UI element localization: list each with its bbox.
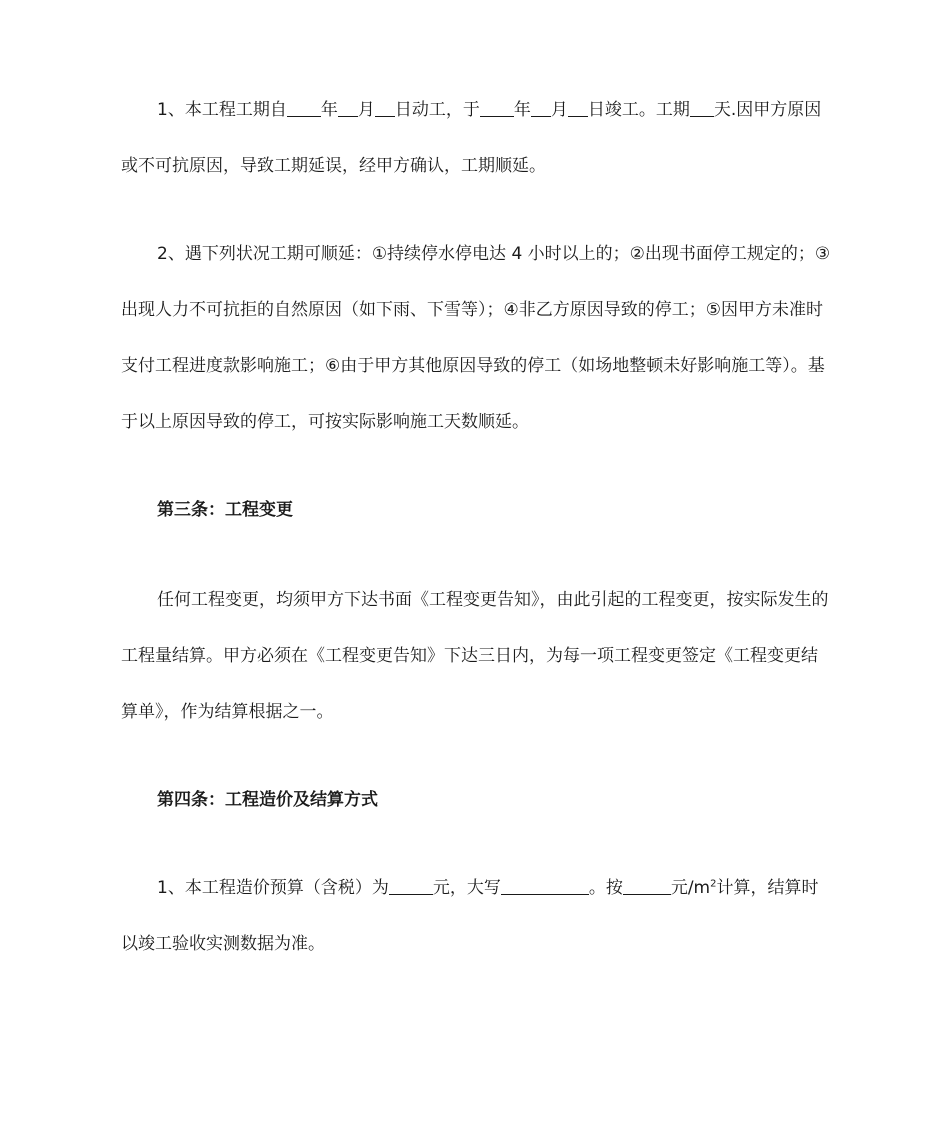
- unit-month: 月: [357, 100, 375, 120]
- article-3-heading: 第三条：工程变更: [157, 500, 293, 520]
- price-item-1-prefix: 1、本工程造价预算（含税）为: [157, 878, 389, 898]
- yuan-comma: 元，大写: [432, 878, 501, 898]
- article-3-body: 任何工程变更，均须甲方下达书面《工程变更告知》，由此引起的工程变更，按实际发生的工程量结算。甲方必须在《工程变更告知》下达三日内，为每一项工程变更签定《工程变更结算单》，作为结算根据之一。: [121, 590, 829, 722]
- price-item-1: [121, 860, 831, 972]
- start-month-blank[interactable]: [338, 99, 358, 117]
- duration-days-blank[interactable]: [690, 99, 714, 117]
- start-day-blank[interactable]: [375, 99, 395, 117]
- unit-superscript: 2: [710, 878, 717, 890]
- period-an: 。按: [588, 878, 623, 898]
- start-year-blank[interactable]: [287, 99, 321, 117]
- days-suffix: 天.因甲方原因或不可抗原因，导致工期延误，经甲方确认，工期顺延。: [121, 100, 822, 176]
- unit-rate-blank[interactable]: [623, 877, 671, 895]
- budget-amount-blank[interactable]: [389, 877, 433, 895]
- unit-month: 月: [550, 100, 568, 120]
- amount-in-words-blank[interactable]: [501, 877, 589, 895]
- article-4-heading: 第四条：工程造价及结算方式: [157, 790, 378, 810]
- unit-year: 年: [513, 100, 531, 120]
- end-suffix: 日竣工。工期: [587, 100, 690, 120]
- price-item-1-suffix: 计算，结算时以竣工验收实测数据为准。: [121, 878, 819, 954]
- end-month-blank[interactable]: [531, 99, 551, 117]
- unit-rate-label: 元/m: [670, 878, 711, 898]
- start-suffix: 日动工，于: [394, 100, 480, 120]
- period-item-1-prefix: 1、本工程工期自: [157, 100, 287, 120]
- period-item-2: 2、遇下列状况工期可顺延：①持续停水停电达 4 小时以上的；②出现书面停工规定的；③出现人力不可抗拒的自然原因（如下雨、下雪等）；④非乙方原因导致的停工；⑤因甲方未准时支付工程进度款影响施工；⑥由于甲方其他原因导致的停工（如场地整顿未好影响施工等）。基于以上原因导致的停工，可按实际影响施工天数顺延。: [121, 244, 831, 432]
- end-year-blank[interactable]: [480, 99, 514, 117]
- end-day-blank[interactable]: [568, 99, 588, 117]
- period-item-1: [121, 82, 831, 194]
- unit-year: 年: [320, 100, 338, 120]
